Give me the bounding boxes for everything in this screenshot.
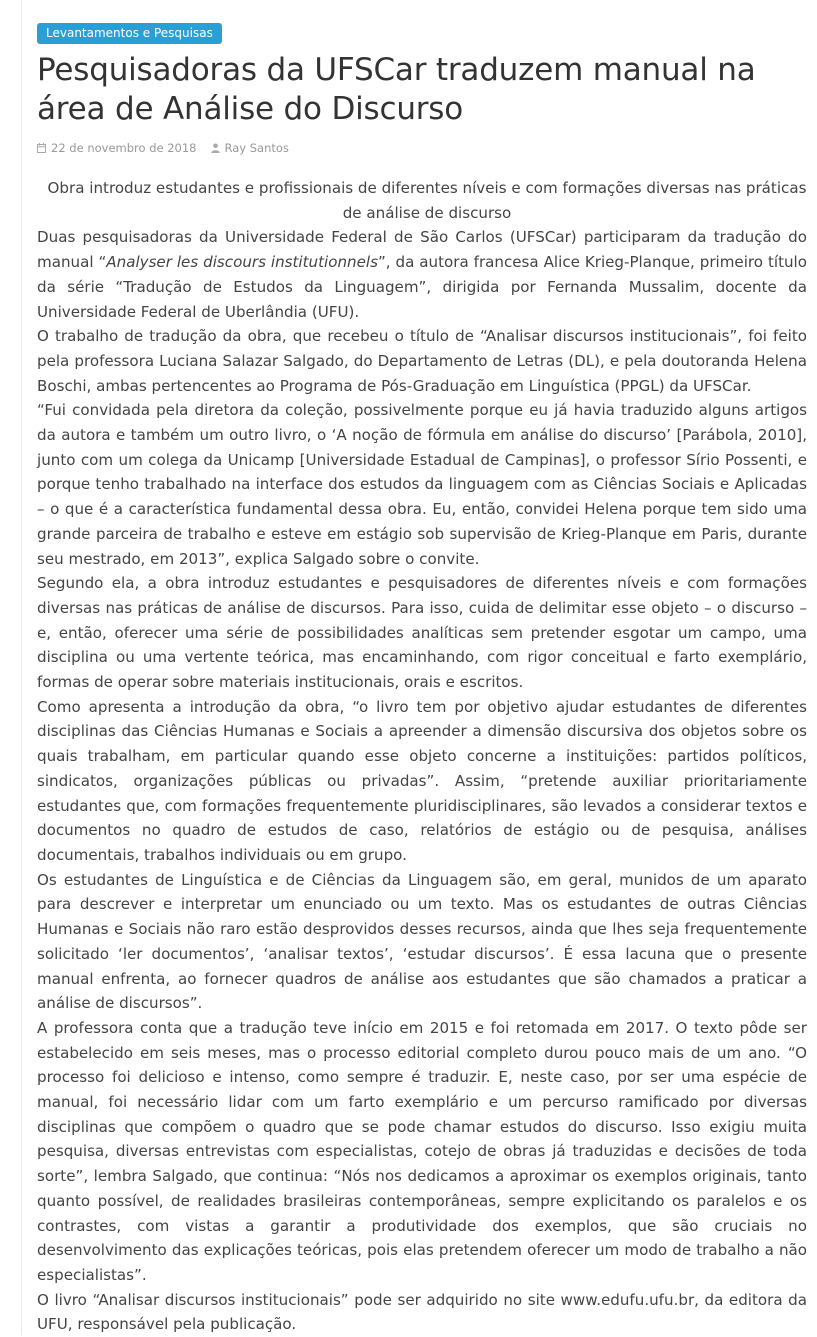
article-title: Pesquisadoras da UFSCar traduzem manual na área de Análise do Discurso (37, 52, 756, 127)
paragraph-3: “Fui convidada pela diretora da coleção, possivelmente porque eu já havia traduzido alguns artigos da autora e também um outro livro, o ‘A noção de fórmula em análise do discurso’ [Parábola, 2010], junto com um colega da Unicamp [Universidade Estadual de Campinas], o professor Sírio Possenti, e porque tenho trabalhado na interface dos estudos da linguagem com as Ciências Sociais e Aplicadas – o que é a característica fundamental dessa obra. Eu, então, convidei Helena porque tem sido uma grande parceira de trabalho e esteve em estágio sob supervisão de Krieg-Planque em Paris, durante seu mestrado, em 2013”, explica Salgado sobre o convite. (37, 401, 807, 568)
user-icon (211, 143, 220, 153)
paragraph-6: Os estudantes de Linguística e de Ciências da Linguagem são, em geral, munidos de um aparato para descrever e interpretar um enunciado ou um texto. Mas os estudantes de outras Ciências Humanas e Sociais não raro estão desprovidos desses recursos, ainda que lhes seja frequentemente solicitado ‘ler documentos’, ‘analisar textos’, ‘estudar discursos’. É essa lacuna que o presente manual enfrenta, ao fornecer quadros de análise aos estudantes que são chamados a praticar a análise de discursos”. (37, 870, 807, 1013)
article (37, 22, 807, 1337)
content-frame-border (21, 0, 22, 1335)
paragraph-1 (37, 225, 807, 324)
book-title-original: Analyser les discours institutionnels (106, 253, 378, 272)
paragraph-4: Segundo ela, a obra introduz estudantes e pesquisadores de diferentes níveis e com formações diversas nas práticas de análise de discursos. Para isso, cuida de delimitar esse objeto – o discurso – e, então, oferecer uma série de possibilidades analíticas sem pretender esgotar um campo, uma disciplina ou uma vertente teórica, mas encaminhando, com rigor conceitual e farto exemplário, formas de operar sobre materiais institucionais, orais e escritos. (37, 574, 807, 692)
paragraph-8: O livro “Analisar discursos institucionais” pode ser adquirido no site www.edufu.ufu.br, da editora da UFU, responsável pela publicação. (37, 1290, 807, 1334)
category-tag[interactable]: Levantamentos e Pesquisas (37, 23, 222, 44)
post-date-link[interactable]: 22 de novembro de 2018 (51, 141, 197, 155)
paragraph-5: Como apresenta a introdução da obra, “o livro tem por objetivo ajudar estudantes de diferentes disciplinas das Ciências Humanas e Sociais a apreender a dimensão discursiva dos objetos sobre os quais trabalham, em particular quando esse objeto concerne a instituições: partidos políticos, sindicatos, organizações públicas ou privadas”. Assim, “pretende auxiliar prioritariamente estudantes que, com formações frequentemente pluridisciplinares, são levados a considerar textos e documentos no quadro de estudos de caso, relatórios de estágio ou de pesquisa, análises documentais, trabalhos individuais ou em grupo. (37, 697, 807, 864)
post-author[interactable] (211, 140, 289, 156)
post-date[interactable] (37, 140, 197, 156)
article-body (37, 176, 807, 1337)
post-author-link[interactable]: Ray Santos (224, 141, 289, 155)
article-meta (37, 140, 807, 156)
paragraph-7: A professora conta que a tradução teve início em 2015 e foi retomada em 2017. O texto pôde ser estabelecido em seis meses, mas o processo editorial completo durou pouco mais de um ano. “O processo foi delicioso e intenso, como sempre é traduzir. E, neste caso, por ser uma espécie de manual, foi necessário lidar com um farto exemplário e um percurso ramificado por diversas disciplinas que compõem o quadro que se pode chamar estudos do discurso. Isso exigiu muita pesquisa, diversas entrevistas com especialistas, cotejo de obras já traduzidas e decisões de toda sorte”, lembra Salgado, que continua: “Nós nos dedicamos a aproximar os exemplos originais, tanto quanto possível, de realidades brasileiras contemporâneas, sempre explicitando os paralelos e os contrastes, com vistas a garantir a produtividade dos exemplos, que são cruciais no desenvolvimento das explicações teóricas, pois elas pretendem oferecer um modo de trabalho a não especialistas”. (37, 1018, 807, 1284)
paragraph-1-start: Duas pesquisadoras da Universidade Federal de São Carlos (UFSCar) participaram da tradução do manual “ (37, 228, 807, 272)
paragraph-1-end: ”, da autora francesa Alice Krieg-Planque, primeiro título da série “Tradução de Estudos da Linguagem”, dirigida por Fernanda Mussalim, docente da Universidade Federal de Uberlândia (UFU). (37, 253, 807, 321)
article-lead: Obra introduz estudantes e profissionais de diferentes níveis e com formações diversas nas práticas de análise de discurso (47, 179, 807, 222)
paragraph-2: O trabalho de tradução da obra, que recebeu o título de “Analisar discursos institucionais”, foi feito pela professora Luciana Salazar Salgado, do Departamento de Letras (DL), e pela doutoranda Helena Boschi, ambas pertencentes ao Programa de Pós-Graduação em Linguística (PPGL) da UFSCar. (37, 327, 807, 395)
calendar-icon (37, 143, 46, 153)
